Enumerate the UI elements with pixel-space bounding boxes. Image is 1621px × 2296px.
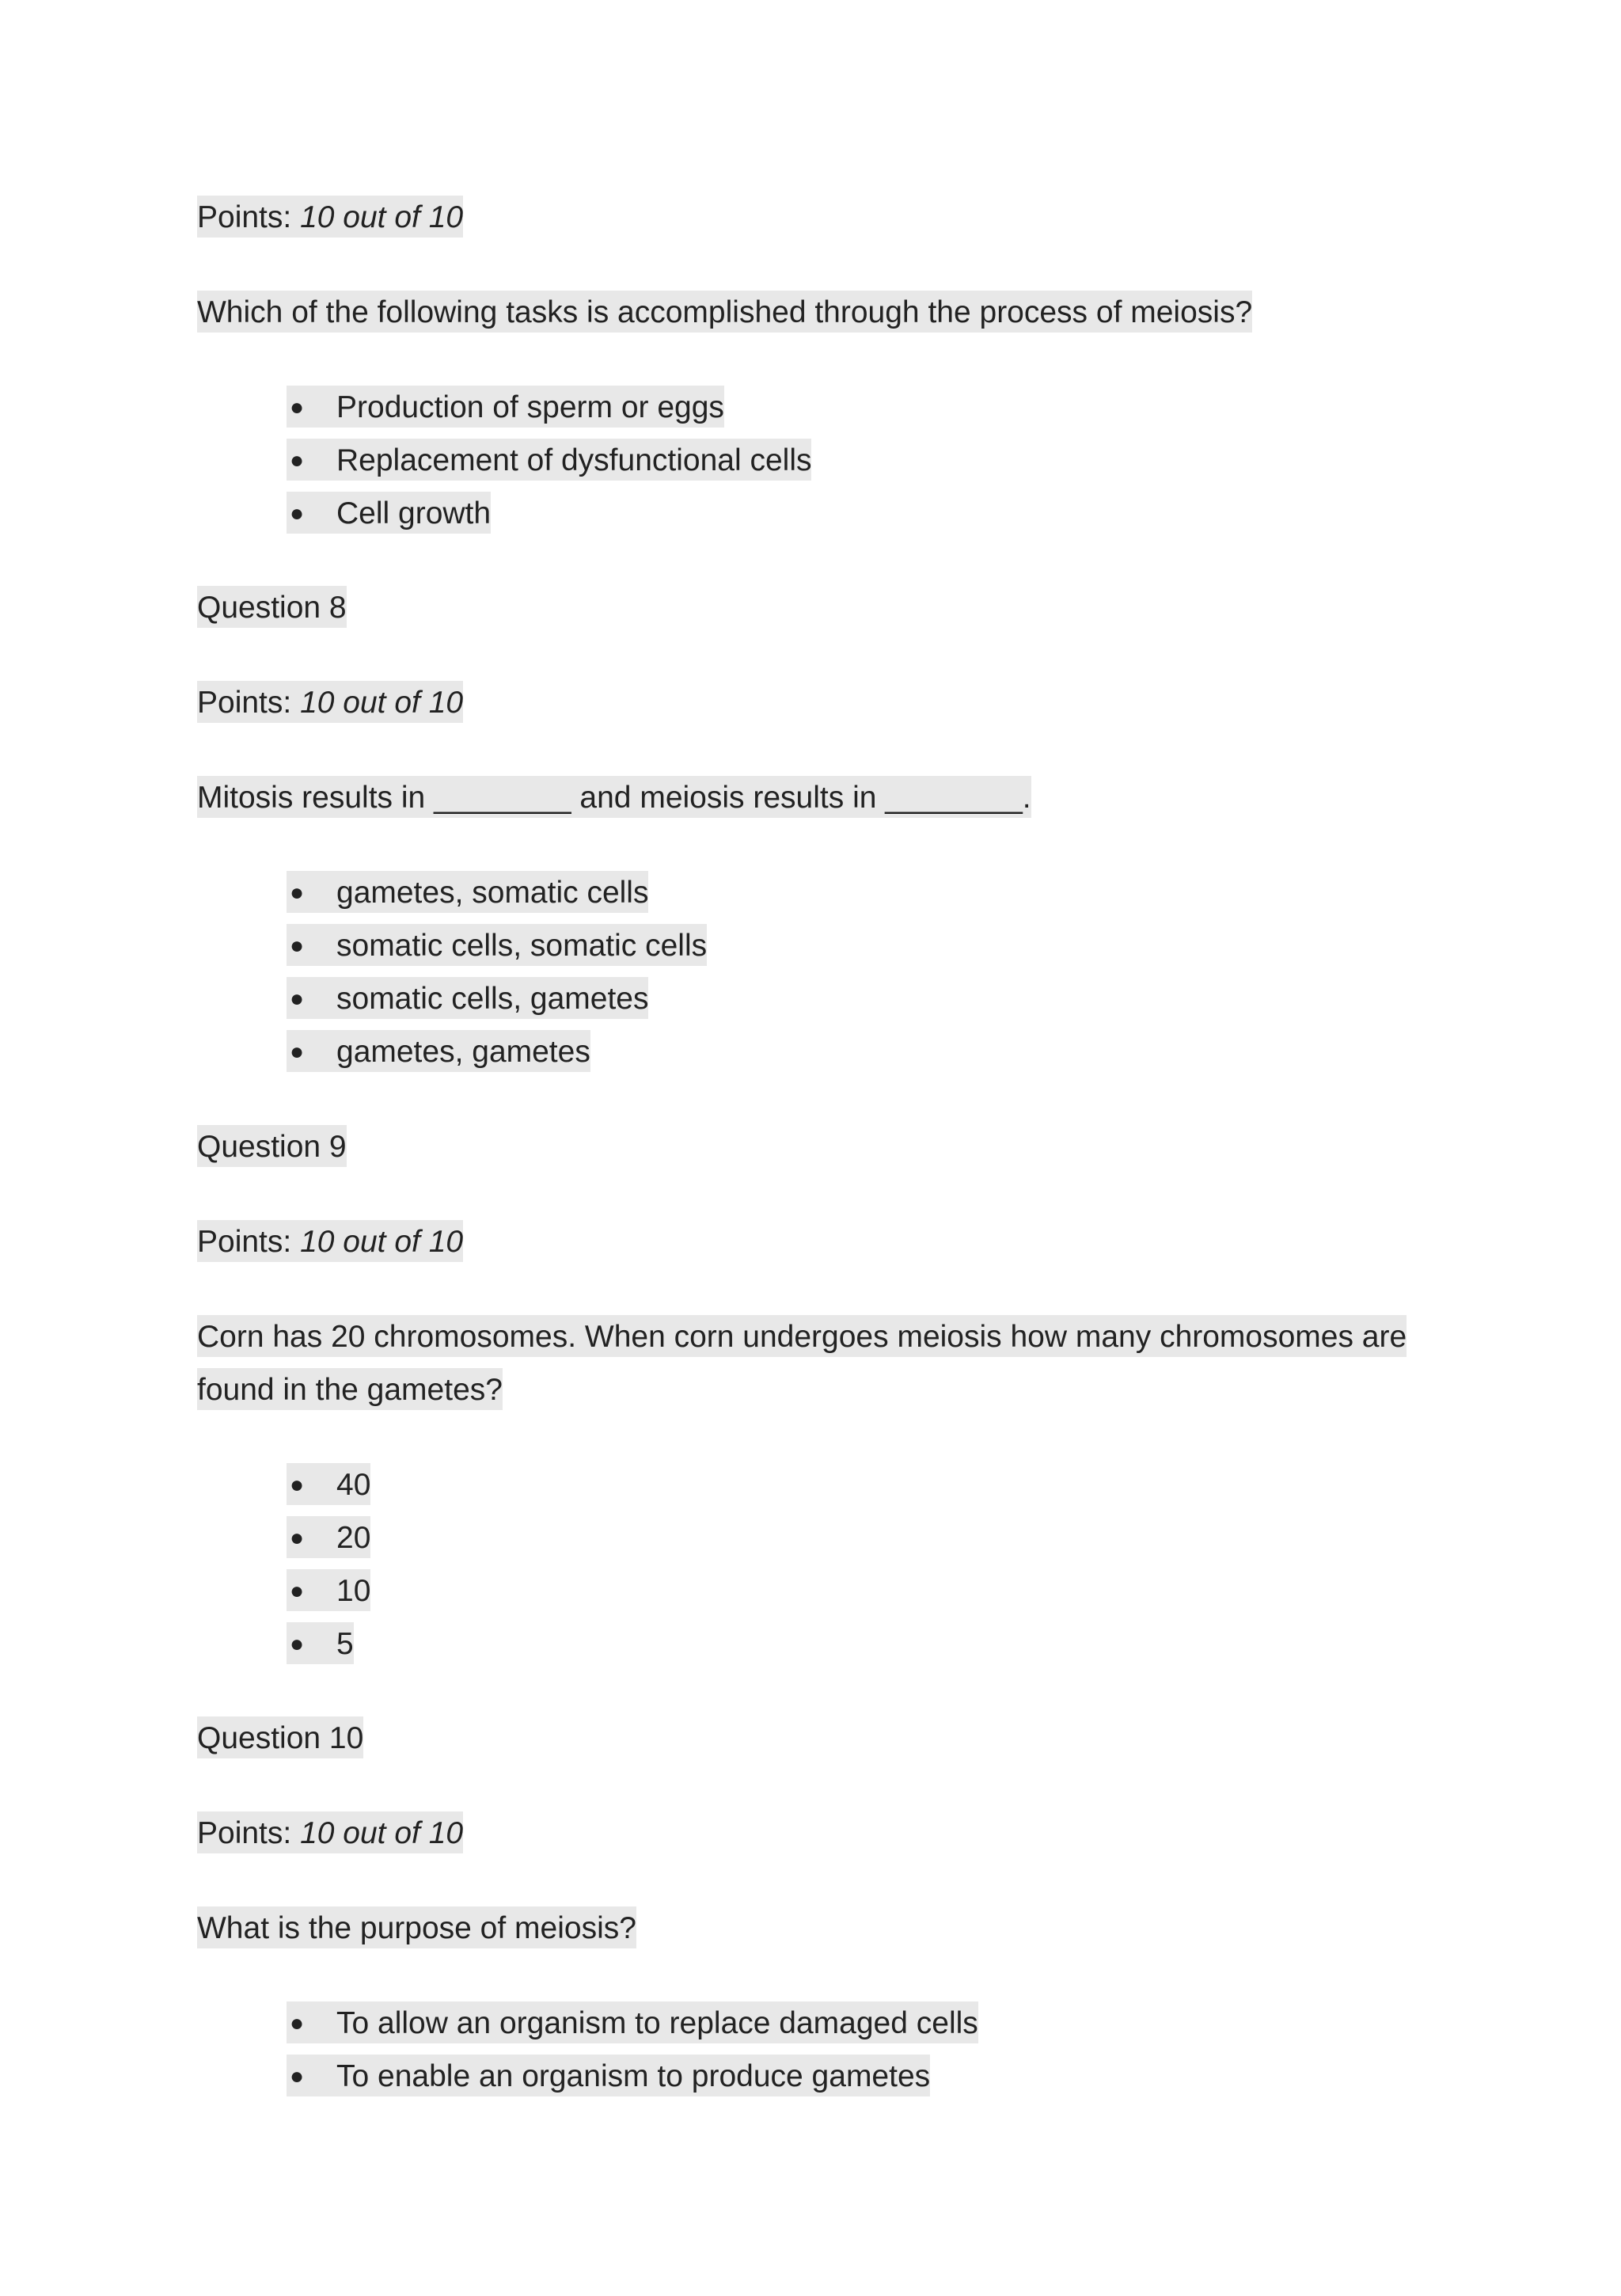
q8-option-4 xyxy=(287,1025,590,1078)
bullet-icon: ● xyxy=(290,500,305,526)
q8-points xyxy=(197,676,463,729)
question-text: Mitosis results in ________ and meiosis results in ________. xyxy=(197,776,1031,818)
bullet-icon: ● xyxy=(290,1525,305,1551)
q10-title xyxy=(197,1712,363,1765)
bullet-icon: ● xyxy=(290,880,305,906)
option-text: gametes, somatic cells xyxy=(336,876,649,910)
option-text: Cell growth xyxy=(336,496,492,530)
question-text: What is the purpose of meiosis? xyxy=(197,1906,636,1948)
question-title: Question 8 xyxy=(197,586,347,628)
points-value: 10 out of 10 xyxy=(300,1225,464,1259)
bullet-icon: ● xyxy=(290,986,305,1012)
question-title: Question 10 xyxy=(197,1716,363,1758)
q8-option-3 xyxy=(287,972,648,1025)
q9-option-4 xyxy=(287,1617,354,1671)
q8-question-text xyxy=(197,771,1031,824)
q7-option-1 xyxy=(287,381,724,434)
q9-points xyxy=(197,1215,463,1268)
q10-option-1 xyxy=(287,1997,978,2050)
q10-option-2 xyxy=(287,2050,930,2103)
option-text: somatic cells, gametes xyxy=(336,982,649,1016)
q8-title xyxy=(197,581,347,634)
points-label: Points: xyxy=(197,686,301,720)
q7-option-2 xyxy=(287,434,811,487)
option-text: 10 xyxy=(336,1574,371,1608)
option-text: 20 xyxy=(336,1521,371,1555)
bullet-icon: ● xyxy=(290,1472,305,1498)
points-label: Points: xyxy=(197,1225,301,1259)
q9-title xyxy=(197,1120,347,1173)
q10-points xyxy=(197,1807,463,1860)
bullet-icon: ● xyxy=(290,1578,305,1604)
bullet-icon: ● xyxy=(290,1039,305,1065)
points-value: 10 out of 10 xyxy=(300,200,464,234)
points-value: 10 out of 10 xyxy=(300,686,464,720)
option-text: Replacement of dysfunctional cells xyxy=(336,443,812,477)
question-text: Corn has 20 chromosomes. When corn undergoes meiosis how many chromosomes are xyxy=(197,1315,1407,1357)
question-text: found in the gametes? xyxy=(197,1368,503,1410)
q10-question-text xyxy=(197,1902,636,1955)
bullet-icon: ● xyxy=(290,394,305,420)
bullet-icon: ● xyxy=(290,933,305,959)
option-text: To enable an organism to produce gametes xyxy=(336,2059,931,2093)
q9-question-text-line1 xyxy=(197,1310,1407,1363)
option-text: somatic cells, somatic cells xyxy=(336,929,708,963)
option-text: To allow an organism to replace damaged cells xyxy=(336,2006,978,2040)
q9-question-text-line2 xyxy=(197,1363,503,1416)
q8-option-1 xyxy=(287,866,648,919)
bullet-icon: ● xyxy=(290,1631,305,1657)
points-label: Points: xyxy=(197,200,301,234)
q9-option-2 xyxy=(287,1511,370,1564)
points-value: 10 out of 10 xyxy=(300,1816,464,1850)
bullet-icon: ● xyxy=(290,447,305,473)
option-text: Production of sperm or eggs xyxy=(336,390,724,424)
bullet-icon: ● xyxy=(290,2063,305,2089)
option-text: 40 xyxy=(336,1468,371,1502)
q9-option-3 xyxy=(287,1564,370,1617)
q8-option-2 xyxy=(287,919,707,972)
question-title: Question 9 xyxy=(197,1125,347,1167)
points-label: Points: xyxy=(197,1816,301,1850)
question-text: Which of the following tasks is accomplished through the process of meiosis? xyxy=(197,291,1252,333)
option-text: gametes, gametes xyxy=(336,1035,590,1069)
option-text: 5 xyxy=(336,1627,354,1661)
q7-points xyxy=(197,191,463,244)
q7-question-text xyxy=(197,286,1252,339)
q9-option-1 xyxy=(287,1458,370,1511)
bullet-icon: ● xyxy=(290,2010,305,2036)
q7-option-3 xyxy=(287,487,491,540)
